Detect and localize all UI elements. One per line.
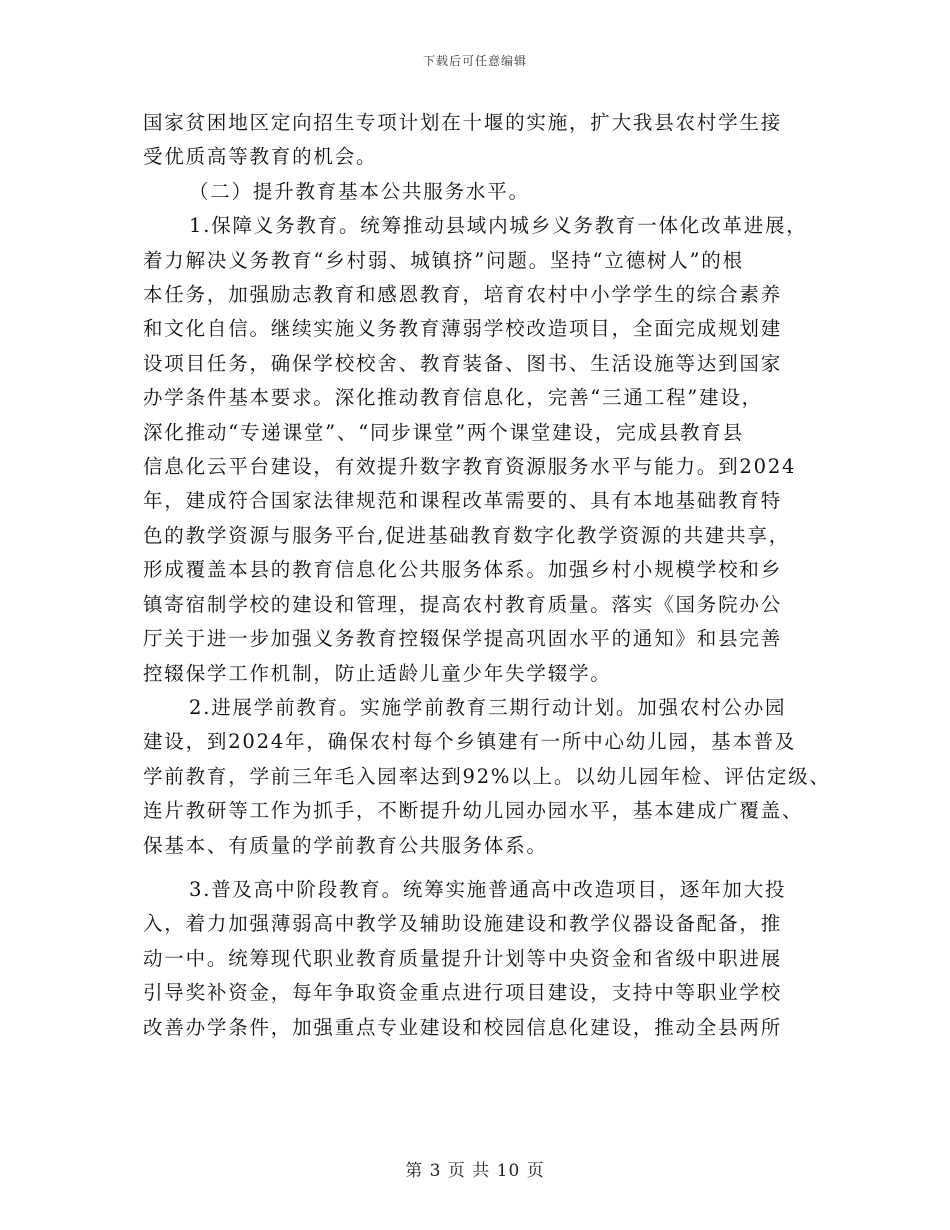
document-body — [143, 106, 831, 1045]
text-line: 建设，到2024年，确保农村每个乡镇建有一所中心幼儿园，基本普及 — [143, 730, 797, 754]
text-line: 保基本、有质量的学前教育公共服务体系。 — [143, 833, 548, 857]
text-line: 设项目任务，确保学校校舍、教育装备、图书、生活设施等达到国家 — [143, 351, 783, 375]
page-number-label: 第 3 页 共 10 页 — [405, 1161, 545, 1181]
text-line: 色的教学资源与服务平台,促进基础教育数字化教学资源的共建共享， — [143, 523, 790, 547]
text-line: 控辍保学工作机制，防止适龄儿童少年失学辍学。 — [143, 661, 612, 685]
text-line: 形成覆盖本县的教育信息化公共服务体系。加强乡村小规模学校和乡 — [143, 558, 783, 582]
text-line: 厅关于进一步加强义务教育控辍保学提高巩固水平的通知》和县完善 — [143, 627, 783, 651]
text-line: 1.保障义务教育。统筹推动县域内城乡义务教育一体化改革进展， — [189, 214, 808, 238]
text-line: 入，着力加强薄弱高中教学及辅助设施建设和教学仪器设备配备，推 — [143, 912, 783, 936]
text-line: 学前教育，学前三年毛入园率达到92%以上。以幼儿园年检、评估定级、 — [143, 764, 831, 788]
text-line: 国家贫困地区定向招生专项计划在十堰的实施，扩大我县农村学生接 — [143, 111, 783, 134]
text-line: 和文化自信。继续实施义务教育薄弱学校改造项目，全面完成规划建 — [143, 317, 783, 341]
text-line: 办学条件基本要求。深化推动教育信息化，完善“三通工程”建设， — [143, 386, 763, 410]
text-line: 镇寄宿制学校的建设和管理，提高农村教育质量。落实《国务院办公 — [143, 592, 783, 616]
text-line: 2.进展学前教育。实施学前教育三期行动计划。加强农村公办园 — [189, 695, 787, 719]
text-line: 信息化云平台建设，有效提升数字教育资源服务水平与能力。到2024 — [143, 455, 797, 479]
text-line: 连片教研等工作为抓手，不断提升幼儿园办园水平，基本建成广覆盖、 — [143, 799, 804, 823]
page-number-footer — [0, 1156, 950, 1181]
text-line: 3.普及高中阶段教育。统筹实施普通高中改造项目，逐年加大投 — [189, 877, 787, 901]
text-line: 引导奖补资金，每年争取资金重点进行项目建设，支持中等职业学校 — [143, 981, 783, 1005]
text-line: 本任务，加强励志教育和感恩教育，培育农村中小学学生的综合素养 — [143, 283, 783, 307]
text-line: 受优质高等教育的机会。 — [143, 145, 378, 169]
text-line: 着力解决义务教育“乡村弱、城镇挤”问题。坚持“立德树人”的根 — [143, 248, 744, 272]
text-line: 深化推动“专递课堂”、“同步课堂”两个课堂建设，完成县教育县 — [143, 420, 744, 444]
text-line: 改善办学条件，加强重点专业建设和校园信息化建设，推动全县两所 — [143, 1015, 783, 1039]
page-header-note: 下载后可任意编辑 — [422, 54, 527, 68]
text-line: 年，建成符合国家法律规范和课程改革需要的、具有本地基础教育特 — [143, 489, 783, 513]
text-line: 动一中。统筹现代职业教育质量提升计划等中央资金和省级中职进展 — [143, 946, 783, 970]
section-heading: （二）提升教育基本公共服务水平。 — [189, 179, 530, 203]
